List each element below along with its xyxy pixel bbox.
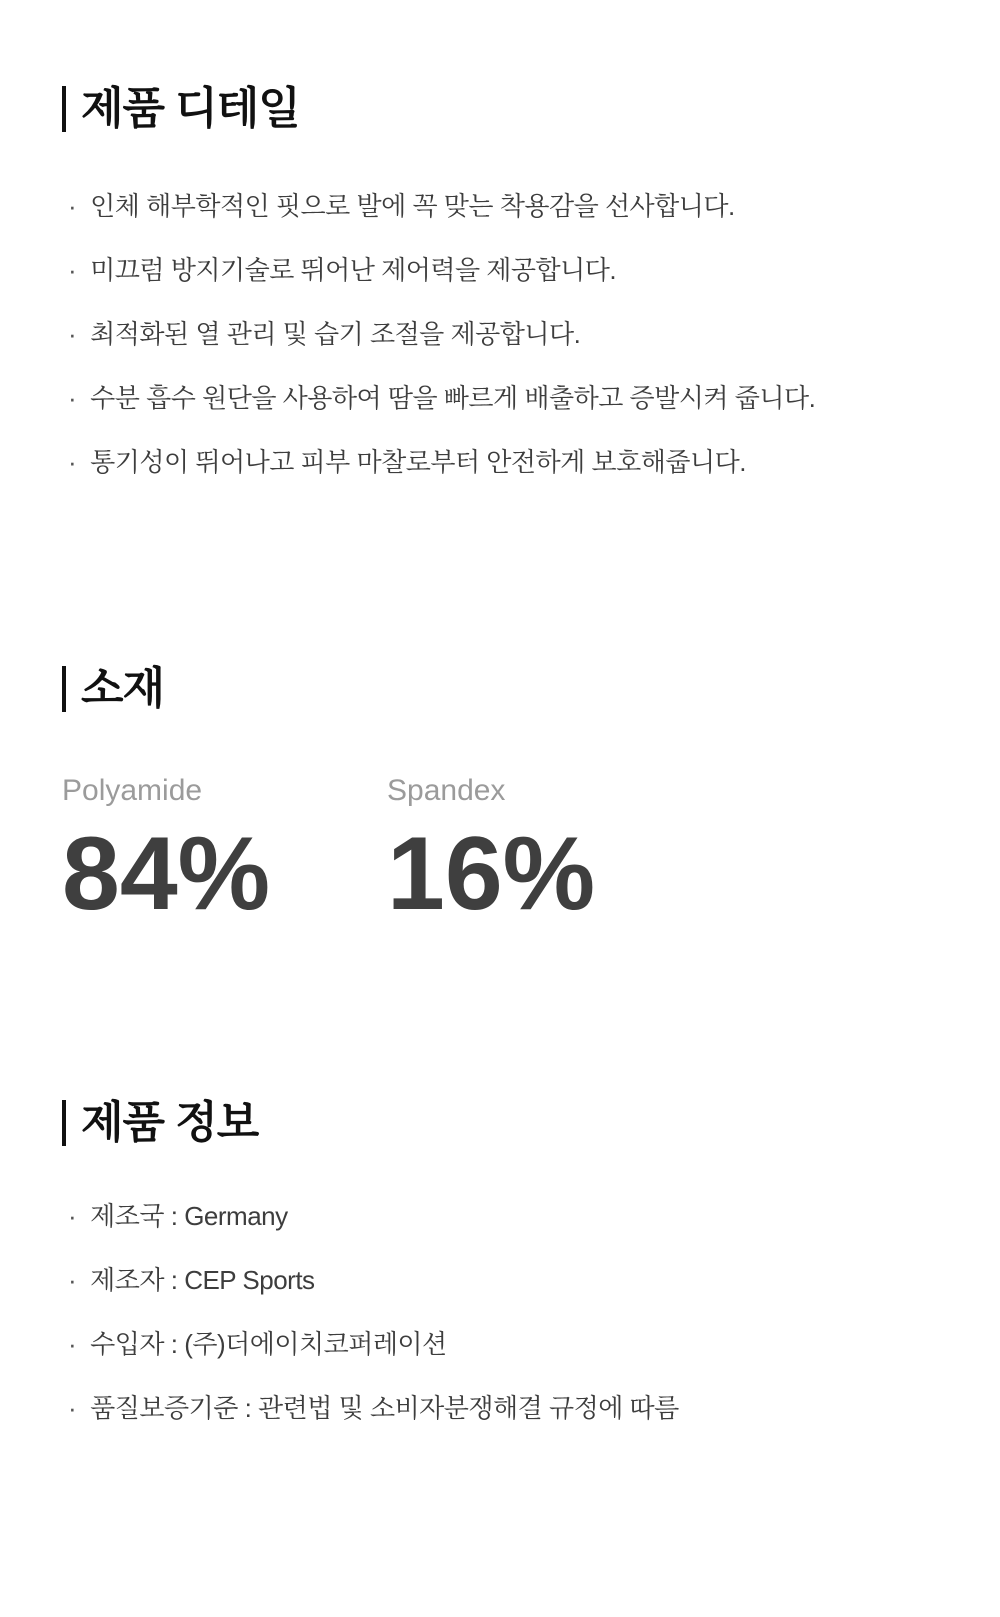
bullet-text: 수입자 : (주)더에이치코퍼레이션 <box>90 1329 447 1359</box>
bullet-text: 통기성이 뛰어나고 피부 마찰로부터 안전하게 보호해줍니다. <box>90 447 746 477</box>
bullet-dot: · <box>68 383 77 413</box>
material-polyamide <box>62 774 387 932</box>
section-title-product-detail <box>62 84 940 134</box>
material-name: Spandex <box>387 774 506 807</box>
list-item <box>62 446 940 478</box>
bullet-text: 최적화된 열 관리 및 습기 조절을 제공합니다. <box>90 319 581 349</box>
section-product-info <box>62 1098 940 1424</box>
bullet-text: 제조국 : Germany <box>90 1201 288 1231</box>
product-info-bullet-list <box>62 1200 940 1424</box>
bullet-dot: · <box>68 255 77 285</box>
bullet-dot: · <box>68 319 77 349</box>
bullet-text: 인체 해부학적인 핏으로 발에 꼭 맞는 착용감을 선사합니다. <box>90 191 735 221</box>
list-item <box>62 318 940 350</box>
material-name: Polyamide <box>62 774 203 807</box>
list-item <box>62 254 940 286</box>
bullet-text: 제조자 : CEP Sports <box>90 1265 315 1295</box>
section-product-detail <box>62 84 940 478</box>
list-item <box>62 190 940 222</box>
list-item <box>62 1264 940 1296</box>
bullet-dot: · <box>68 1393 77 1423</box>
bullet-text: 품질보증기준 : 관련법 및 소비자분쟁해결 규정에 따름 <box>90 1393 679 1423</box>
title-accent-bar <box>62 666 66 712</box>
section-title-product-info <box>62 1098 940 1148</box>
section-material <box>62 664 940 932</box>
materials-row <box>62 774 940 932</box>
bullet-text: 미끄럼 방지기술로 뛰어난 제어력을 제공합니다. <box>90 255 617 285</box>
section-title-material <box>62 664 940 714</box>
title-accent-bar <box>62 1100 66 1146</box>
bullet-dot: · <box>68 1265 77 1295</box>
bullet-text: 수분 흡수 원단을 사용하여 땀을 빠르게 배출하고 증발시켜 줍니다. <box>90 383 816 413</box>
list-item <box>62 1200 940 1232</box>
list-item <box>62 382 940 414</box>
section-title-text: 제품 디테일 <box>81 84 300 133</box>
list-item <box>62 1392 940 1424</box>
material-spandex <box>387 774 712 932</box>
bullet-dot: · <box>68 191 77 221</box>
section-title-text: 제품 정보 <box>81 1098 259 1147</box>
bullet-dot: · <box>68 1201 77 1231</box>
material-percent: 84% <box>62 816 271 932</box>
title-accent-bar <box>62 86 66 132</box>
product-detail-bullet-list <box>62 190 940 478</box>
bullet-dot: · <box>68 447 77 477</box>
list-item <box>62 1328 940 1360</box>
section-title-text: 소재 <box>81 664 165 713</box>
bullet-dot: · <box>68 1329 77 1359</box>
material-percent: 16% <box>387 816 596 932</box>
